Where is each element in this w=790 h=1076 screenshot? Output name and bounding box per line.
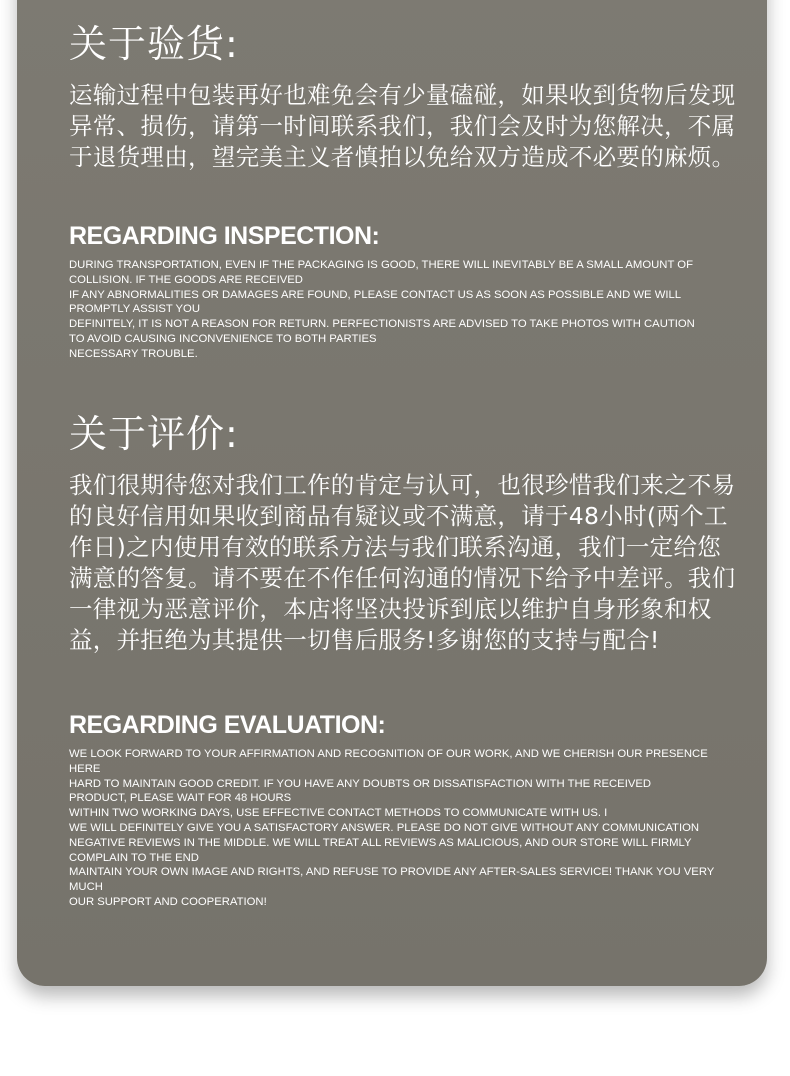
evaluation-en-line: NEGATIVE REVIEWS IN THE MIDDLE. WE WILL TREAT ALL REVIEWS AS MALICIOUS, AND OUR STORE WILL FIRMLY <box>69 836 692 849</box>
inspection-section <box>69 22 737 173</box>
evaluation-en-line: WITHIN TWO WORKING DAYS, USE EFFECTIVE CONTACT METHODS TO COMMUNICATE WITH US. I <box>69 807 608 820</box>
inspection-zh-body: 运输过程中包装再好也难免会有少量磕碰，如果收到货物后发现异常、损伤，请第一时间联系我们，我们会及时为您解决，不属于退货理由，望完美主义者慎拍以免给双方造成不必要的麻烦。 <box>69 81 736 171</box>
inspection-en-line: COLLISION. IF THE GOODS ARE RECEIVED <box>69 273 303 286</box>
evaluation-section <box>69 412 737 656</box>
inspection-en-line: DURING TRANSPORTATION, EVEN IF THE PACKAGING IS GOOD, THERE WILL INEVITABLY BE A SMALL AMOUNT OF <box>69 259 693 271</box>
evaluation-en-line: WE LOOK FORWARD TO YOUR AFFIRMATION AND RECOGNITION OF OUR WORK, AND WE CHERISH OUR PRESENCE <box>69 748 708 760</box>
evaluation-zh-title: 关于评价: <box>69 412 239 456</box>
inspection-en-line: DEFINITELY, IT IS NOT A REASON FOR RETURN. PERFECTIONISTS ARE ADVISED TO TAKE PHOTOS WITH CAUTION <box>69 318 695 331</box>
inspection-en-line: NECESSARY TROUBLE. <box>69 347 198 360</box>
evaluation-en-title: REGARDING EVALUATION: <box>69 711 386 739</box>
evaluation-en-line: MAINTAIN YOUR OWN IMAGE AND RIGHTS, AND REFUSE TO PROVIDE ANY AFTER-SALES SERVICE! THANK YOU VERY <box>69 866 715 879</box>
evaluation-en-line: HERE <box>69 762 101 775</box>
inspection-zh-title: 关于验货: <box>69 22 239 66</box>
evaluation-en-line: WE WILL DEFINITELY GIVE YOU A SATISFACTORY ANSWER. PLEASE DO NOT GIVE WITHOUT ANY COMMUNICATION <box>69 821 700 834</box>
inspection-en-line: IF ANY ABNORMALITIES OR DAMAGES ARE FOUND, PLEASE CONTACT US AS SOON AS POSSIBLE AND WE WILL <box>69 288 682 301</box>
inspection-en-section <box>69 222 737 362</box>
evaluation-en-line: PRODUCT, PLEASE WAIT FOR 48 HOURS <box>69 792 292 805</box>
evaluation-zh-body: 我们很期待您对我们工作的肯定与认可，也很珍惜我们来之不易的良好信用如果收到商品有疑议或不满意，请于48小时(两个工作日)之内使用有效的联系方法与我们联系沟通，我们一定给您满意的答复。请不要在不作任何沟通的情况下给予中差评。我们一律视为恶意评价，本店将坚决投诉到底以维护自身形象和权益，并拒绝为其提供一切售后服务!多谢您的支持与配合! <box>69 471 736 654</box>
inspection-en-title: REGARDING INSPECTION: <box>69 222 380 250</box>
evaluation-en-line: HARD TO MAINTAIN GOOD CREDIT. IF YOU HAVE ANY DOUBTS OR DISSATISFACTION WITH THE RECEIVED <box>69 777 652 790</box>
evaluation-en-line: COMPLAIN TO THE END <box>69 851 199 864</box>
inspection-en-line: TO AVOID CAUSING INCONVENIENCE TO BOTH PARTIES <box>69 332 377 345</box>
inspection-en-body <box>69 258 737 362</box>
evaluation-en-body <box>69 747 737 910</box>
evaluation-en-section <box>69 711 737 910</box>
evaluation-en-line: MUCH <box>69 881 103 894</box>
inspection-en-line: PROMPTLY ASSIST YOU <box>69 303 201 316</box>
evaluation-en-line: OUR SUPPORT AND COOPERATION! <box>69 895 267 908</box>
